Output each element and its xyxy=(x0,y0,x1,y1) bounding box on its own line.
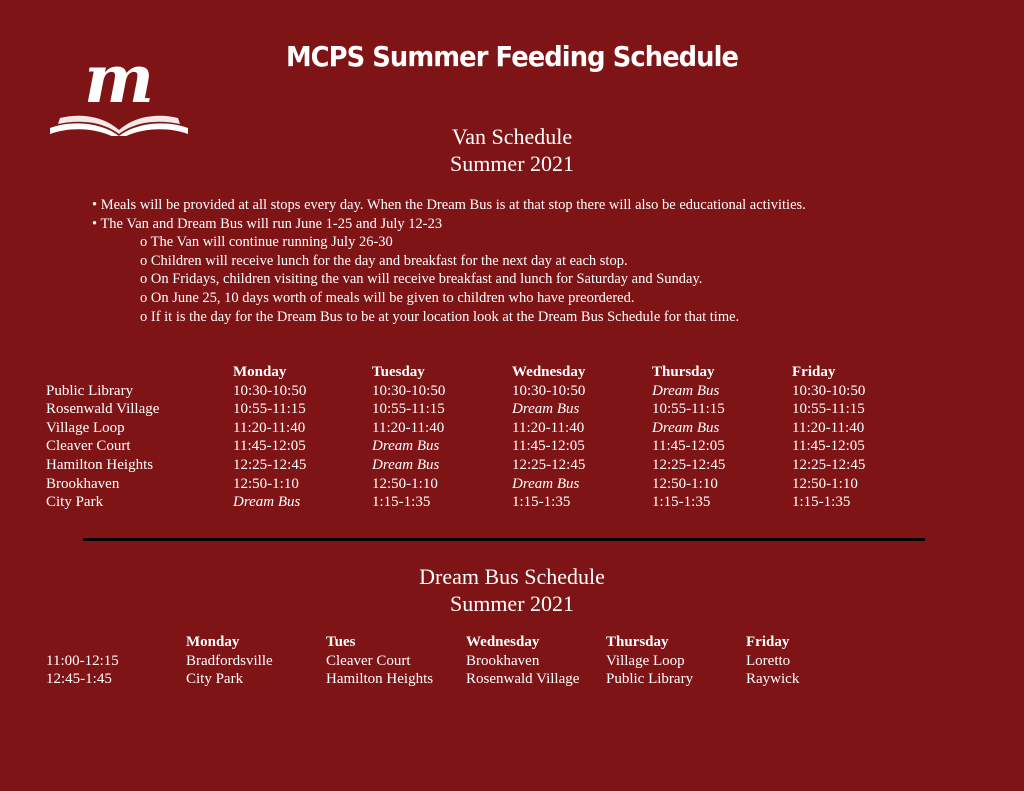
table-cell: 1:15-1:35 xyxy=(792,494,851,511)
dream-heading: Dream Bus Schedule xyxy=(419,564,605,589)
table-cell: Dream Bus xyxy=(512,401,580,418)
table-cell: Bradfordsville xyxy=(186,652,273,669)
van-subheading: Summer 2021 xyxy=(449,151,575,176)
table-cell: 1:15-1:35 xyxy=(512,494,571,511)
column-header: Tues xyxy=(326,634,356,650)
table-cell: City Park xyxy=(186,671,244,688)
table-row xyxy=(46,382,892,401)
table-row xyxy=(46,456,892,475)
table-cell: 10:30-10:50 xyxy=(512,382,586,399)
table-cell: Raywick xyxy=(746,671,800,688)
table-cell: 12:50-1:10 xyxy=(652,475,718,492)
column-header: Wednesday xyxy=(512,364,586,380)
table-cell: Cleaver Court xyxy=(326,652,411,669)
table-row xyxy=(46,400,892,419)
row-label: Brookhaven xyxy=(46,475,120,492)
table-cell: 10:55-11:15 xyxy=(372,401,445,418)
table-cell: 11:20-11:40 xyxy=(512,419,585,436)
row-label: City Park xyxy=(46,494,104,511)
dream-subheading: Summer 2021 xyxy=(449,591,575,616)
table-cell: 1:15-1:35 xyxy=(372,494,431,511)
table-cell: 11:20-11:40 xyxy=(233,419,306,436)
column-header: Monday xyxy=(186,634,240,650)
table-cell: 11:20-11:40 xyxy=(792,419,865,436)
table-cell: 10:55-11:15 xyxy=(652,401,725,418)
table-cell: 11:45-12:05 xyxy=(512,438,585,455)
table-cell: 10:55-11:15 xyxy=(792,401,865,418)
row-label: 11:00-12:15 xyxy=(46,652,119,669)
table-row xyxy=(46,437,892,456)
row-label: Hamilton Heights xyxy=(46,456,154,473)
note-item: • The Van and Dream Bus will run June 1-25 and July 12-23 xyxy=(92,215,443,232)
logo-letter: m xyxy=(84,44,154,118)
table-cell: Rosenwald Village xyxy=(466,671,580,688)
column-header: Monday xyxy=(233,364,287,380)
column-header xyxy=(46,363,233,382)
column-header: Friday xyxy=(746,634,790,650)
table-cell: 12:50-1:10 xyxy=(372,475,438,492)
table-cell: 12:25-12:45 xyxy=(792,456,866,473)
table-cell: Dream Bus xyxy=(372,456,440,473)
table-row xyxy=(46,670,846,689)
table-cell: 12:25-12:45 xyxy=(233,456,307,473)
table-cell: Dream Bus xyxy=(512,475,580,492)
table-cell: 12:50-1:10 xyxy=(233,475,299,492)
section-divider xyxy=(83,538,925,541)
table-cell: Public Library xyxy=(606,671,694,688)
row-label: Public Library xyxy=(46,382,134,399)
table-cell: Dream Bus xyxy=(372,438,440,455)
note-item: o Children will receive lunch for the day and breakfast for the next day at each stop. xyxy=(140,252,628,269)
table-cell: 11:45-12:05 xyxy=(652,438,725,455)
note-item: o The Van will continue running July 26-30 xyxy=(140,234,393,251)
table-cell: Dream Bus xyxy=(652,382,720,399)
note-item: o If it is the day for the Dream Bus to be at your location look at the Dream Bus Schedule for that time. xyxy=(140,308,740,325)
column-header: Wednesday xyxy=(466,634,540,650)
table-cell: 10:55-11:15 xyxy=(233,401,306,418)
table-cell: Loretto xyxy=(746,652,791,669)
column-header: Thursday xyxy=(606,634,669,650)
table-cell: 10:30-10:50 xyxy=(372,382,446,399)
note-item: • Meals will be provided at all stops every day. When the Dream Bus is at that stop there will also be educational activities. xyxy=(92,197,806,213)
table-row xyxy=(46,419,892,438)
row-label: Village Loop xyxy=(46,419,125,436)
table-cell: 1:15-1:35 xyxy=(652,494,711,511)
van-schedule-table xyxy=(46,363,892,512)
row-label: Rosenwald Village xyxy=(46,401,160,418)
table-cell: 12:25-12:45 xyxy=(512,456,586,473)
van-notes xyxy=(92,196,992,326)
table-cell: 12:25-12:45 xyxy=(652,456,726,473)
row-label: Cleaver Court xyxy=(46,438,131,455)
table-cell: Village Loop xyxy=(606,652,685,669)
page-title: MCPS Summer Feeding Schedule xyxy=(285,40,739,73)
table-row xyxy=(46,652,846,671)
table-row xyxy=(46,493,892,512)
column-header xyxy=(46,633,186,652)
row-label: 12:45-1:45 xyxy=(46,671,112,688)
table-header-row xyxy=(46,633,846,652)
table-header-row xyxy=(46,363,892,382)
dream-bus-schedule-table xyxy=(46,633,846,689)
table-cell: 12:50-1:10 xyxy=(792,475,858,492)
van-heading: Van Schedule xyxy=(451,124,573,149)
table-row xyxy=(46,475,892,494)
table-cell: Brookhaven xyxy=(466,652,540,669)
table-cell: 11:45-12:05 xyxy=(233,438,306,455)
table-cell: 10:30-10:50 xyxy=(233,382,307,399)
column-header: Friday xyxy=(792,364,836,380)
column-header: Thursday xyxy=(652,364,715,380)
note-item: o On June 25, 10 days worth of meals will be given to children who have preordered. xyxy=(140,289,635,306)
table-cell: 10:30-10:50 xyxy=(792,382,866,399)
table-cell: 11:45-12:05 xyxy=(792,438,865,455)
table-cell: Dream Bus xyxy=(652,419,720,436)
table-cell: Hamilton Heights xyxy=(326,671,434,688)
column-header: Tuesday xyxy=(372,364,425,380)
table-cell: 11:20-11:40 xyxy=(372,419,445,436)
table-cell: Dream Bus xyxy=(233,494,301,511)
note-item: o On Fridays, children visiting the van will receive breakfast and lunch for Saturday and Sunday. xyxy=(140,271,703,288)
